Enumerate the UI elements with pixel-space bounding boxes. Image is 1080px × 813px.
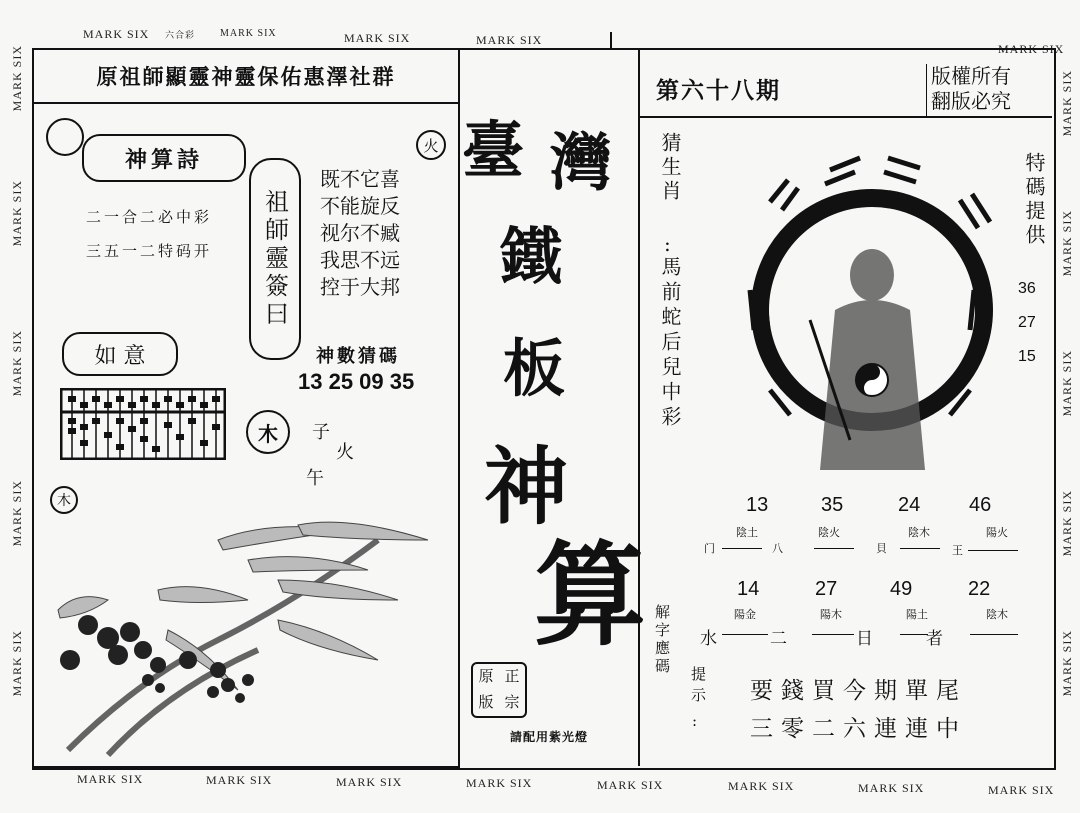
bagua-deity-illustration — [740, 140, 1000, 480]
row2-num-1: 14 — [737, 578, 760, 600]
seal-char: 宗 — [504, 693, 520, 711]
special-number: 15 — [1018, 348, 1036, 365]
row2-char-1: 二 — [770, 629, 787, 649]
watermark-top-2: MARK SIX — [220, 28, 277, 39]
watermark-left-1: MARK SIX — [10, 45, 24, 112]
title-char-2: 灣 — [550, 126, 613, 199]
row1-num-1: 13 — [746, 494, 769, 516]
row2-num-2: 27 — [815, 578, 838, 600]
poem-line: 视尔不臧 — [320, 221, 400, 245]
zodiac-word-3: 午 — [306, 468, 324, 489]
zodiac-word-1: 子 — [312, 422, 330, 443]
special-label: 特碼提供 — [1022, 152, 1046, 248]
authentic-seal — [471, 662, 527, 718]
row2-line-4 — [970, 634, 1018, 635]
watermark-bottom-5: MARK SIX — [597, 778, 664, 792]
watermark-bottom-2: MARK SIX — [206, 773, 273, 787]
row1-line-1 — [722, 548, 762, 549]
watermark-right-1: MARK SIX — [1060, 70, 1074, 137]
row1-char-1: 八 — [772, 542, 783, 555]
row2-tag-1: 陽金 — [734, 608, 756, 621]
row1-first-char: 门 — [704, 542, 715, 555]
hint-2: 三五一二特码开 — [86, 242, 213, 260]
guess-zodiac-value: 馬前蛇后兒中彩 — [658, 256, 682, 431]
row1-tag-1: 陰土 — [736, 526, 758, 539]
watermark-right-4: MARK SIX — [1060, 490, 1074, 557]
special-number: 36 — [1018, 280, 1036, 297]
title-char-4: 板 — [503, 332, 566, 405]
row2-num-3: 49 — [890, 578, 913, 600]
watermark-left-5: MARK SIX — [10, 630, 24, 697]
seal-char: 版 — [478, 693, 494, 711]
row2-char-2: 日 — [856, 629, 873, 649]
watermark-top-1: MARK SIX — [83, 27, 150, 41]
poem-title: 神算詩 — [82, 134, 246, 182]
decor-circle-icon — [46, 118, 84, 156]
row1-line-3 — [900, 548, 940, 549]
row2-tag-2: 陽木 — [820, 608, 842, 621]
ruyi-badge: 如 意 — [62, 332, 178, 376]
row2-first-char: 水 — [700, 629, 717, 649]
title-char-5: 神 — [484, 437, 569, 536]
row2-num-4: 22 — [968, 578, 991, 600]
watermark-left-2: MARK SIX — [10, 180, 24, 247]
copyright — [926, 64, 1053, 116]
left-banner: 原祖師顯靈神靈保佑惠澤社群 — [34, 50, 458, 104]
watermark-left-3: MARK SIX — [10, 330, 24, 397]
watermark-bottom-7: MARK SIX — [858, 781, 925, 795]
copyright-line: 翻版必究 — [931, 89, 1011, 113]
issue-number: 第六十八期 — [656, 77, 781, 104]
watermark-bottom-4: MARK SIX — [466, 776, 533, 790]
watermark-top-4: MARK SIX — [476, 33, 543, 47]
title-char-6: 算 — [534, 530, 646, 661]
poem-line: 控于大邦 — [320, 275, 400, 299]
tip-colon: : — [692, 712, 698, 730]
row2-line-3 — [900, 634, 928, 635]
poem-lines — [320, 166, 400, 301]
guess-zodiac-colon: : — [664, 232, 671, 256]
fire-badge: 火 — [416, 130, 446, 160]
row1-num-4: 46 — [969, 494, 992, 516]
poem-line: 不能旋反 — [320, 194, 400, 218]
tip-line-2: 三零二六連連中 — [750, 716, 967, 742]
copyright-line: 版權所有 — [931, 64, 1011, 88]
hint-1: 二一合二必中彩 — [86, 208, 213, 226]
top-logo: 六合彩 — [165, 30, 196, 40]
row1-num-2: 35 — [821, 494, 844, 516]
tip-label: 提示 — [689, 666, 707, 708]
row2-line-2 — [812, 634, 854, 635]
title-char-1: 臺 — [462, 114, 525, 187]
watermark-bottom-6: MARK SIX — [728, 779, 795, 793]
watermark-bottom-1: MARK SIX — [77, 772, 144, 786]
row2-char-3: 者 — [926, 629, 943, 649]
row2-tag-3: 陽土 — [906, 608, 928, 621]
row1-line-2 — [814, 548, 854, 549]
watermark-bottom-3: MARK SIX — [336, 775, 403, 789]
top-tick — [610, 32, 612, 50]
tip-line-1: 要錢買今期單尾 — [750, 678, 967, 704]
center-footer: 請配用紫光燈 — [510, 730, 589, 744]
oracle-label: 祖師靈簽曰 — [249, 158, 301, 360]
title-char-3: 鐵 — [500, 220, 563, 293]
row1-num-3: 24 — [898, 494, 921, 516]
row2-line-1 — [722, 634, 768, 635]
watermark-right-3: MARK SIX — [1060, 350, 1074, 417]
row1-tag-2: 陰火 — [818, 526, 840, 539]
row2-tag-4: 陰木 — [986, 608, 1008, 621]
seal-char: 原 — [478, 667, 494, 685]
guess-label: 神數猜碼 — [316, 346, 400, 367]
row1-tag-3: 陰木 — [908, 526, 930, 539]
watermark-left-4: MARK SIX — [10, 480, 24, 547]
wood-badge-small: 木 — [50, 486, 78, 514]
watermark-right-2: MARK SIX — [1060, 210, 1074, 277]
watermark-top-5: MARK SIX — [998, 42, 1065, 56]
bamboo-illustration — [48, 520, 438, 760]
row1-char-2: 貝 — [876, 542, 887, 555]
poem-line: 我思不远 — [320, 248, 400, 272]
watermark-right-5: MARK SIX — [1060, 630, 1074, 697]
special-number: 27 — [1018, 314, 1036, 331]
guess-numbers: 13 25 09 35 — [298, 369, 415, 394]
watermark-bottom-8: MARK SIX — [988, 783, 1055, 797]
row1-char-3: 王 — [952, 544, 963, 557]
special-numbers — [1018, 272, 1036, 374]
guess-zodiac-label: 猜生肖 — [658, 132, 682, 204]
abacus-icon — [60, 388, 226, 460]
seal-char: 正 — [504, 667, 520, 685]
wood-badge: 木 — [246, 410, 290, 454]
row1-line-4 — [968, 550, 1018, 551]
zodiac-word-2: 火 — [336, 442, 354, 463]
watermark-top-3: MARK SIX — [344, 31, 411, 45]
row1-tag-4: 陽火 — [986, 526, 1008, 539]
poem-line: 既不它喜 — [320, 167, 400, 191]
decode-label: 解字應碼 — [653, 604, 671, 676]
